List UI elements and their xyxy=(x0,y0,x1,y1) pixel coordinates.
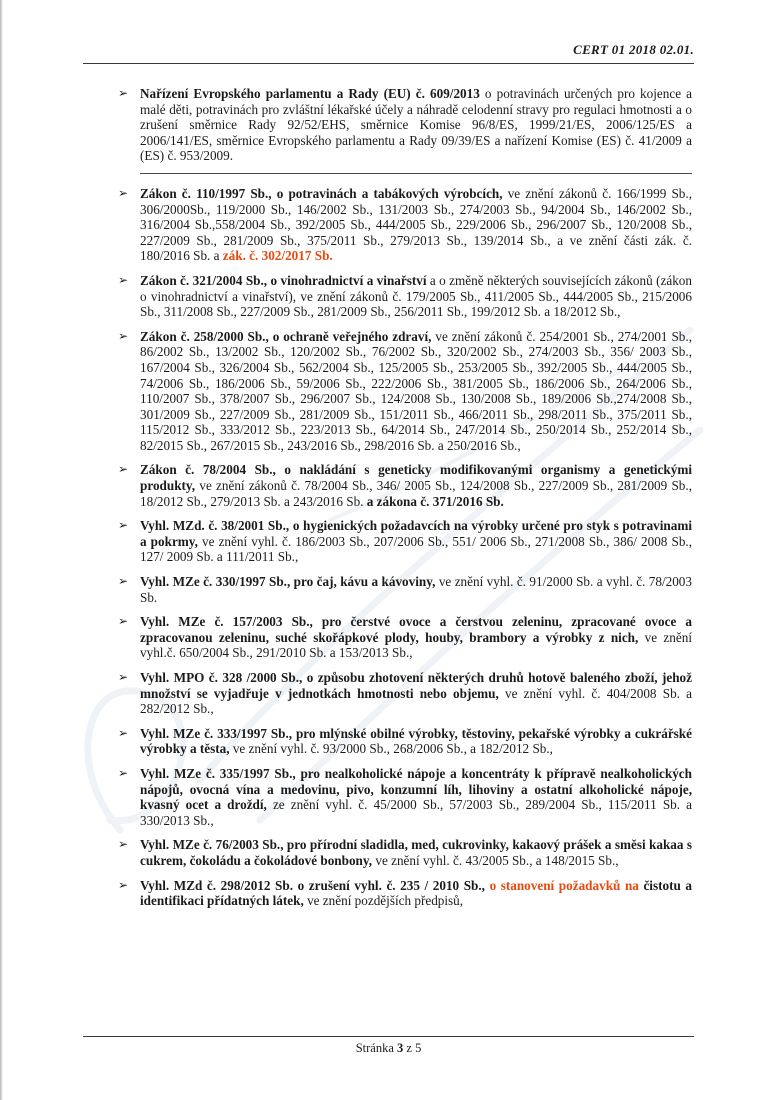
regulation-text xyxy=(140,837,692,868)
text-segment-normal: ve znění zákonů č. 78/2004 Sb., 346/ 2005 Sb., 124/2008 Sb., 227/2009 Sb., 281/2009 Sb., 18/2012 Sb., 279/2013 Sb. a 243/2016 Sb. xyxy=(140,478,692,509)
regulation-text xyxy=(140,86,692,164)
arrow-bullet-icon: ➢ xyxy=(118,272,129,287)
regulation-list xyxy=(118,86,692,918)
text-segment-bold: čistotu a identifikaci přídatných látek, xyxy=(140,877,692,909)
list-item xyxy=(118,670,692,717)
text-segment-bold: Vyhl. MZe č. 330/1997 Sb., pro čaj, kávu a kávoviny, xyxy=(140,574,436,590)
footer-page-prefix: Stránka xyxy=(355,1041,394,1055)
regulation-text xyxy=(140,518,692,565)
text-segment-bold: Zákon č. 321/2004 Sb., o vinohradnictví a vinařství xyxy=(140,272,427,288)
arrow-bullet-icon: ➢ xyxy=(118,328,129,343)
footer-page-separator: z xyxy=(406,1041,412,1055)
text-segment-normal: ve znění vyhl. č. 93/2000 Sb., 268/2006 Sb., a 182/2012 Sb., xyxy=(229,741,553,757)
regulation-text xyxy=(140,462,692,509)
arrow-bullet-icon: ➢ xyxy=(118,614,129,629)
arrow-bullet-icon: ➢ xyxy=(118,518,129,533)
text-segment-red-bold: zák. č. 302/2017 Sb. xyxy=(222,248,333,264)
list-item xyxy=(118,766,692,828)
text-segment-normal: ve znění pozdějších předpisů, xyxy=(303,893,464,909)
text-segment-normal: ve znění vyhl. č. 404/2008 Sb. a 282/2012 Sb., xyxy=(140,685,693,717)
arrow-bullet-icon: ➢ xyxy=(118,86,129,100)
text-segment-bold: Zákon č. 78/2004 Sb., o nakládání s geneticky modifikovanými organismy a genetickými produkty, xyxy=(140,462,692,494)
list-item xyxy=(118,614,692,661)
list-item xyxy=(118,878,692,909)
regulation-text xyxy=(140,186,692,264)
text-segment-bold: Vyhl. MPO č. 328 /2000 Sb., o způsobu zhotovení některých druhů hotově baleného zboží, jehož množství se vyjadřuje v jednotkách hmotnosti nebo objemu, xyxy=(140,670,692,701)
regulation-text xyxy=(140,273,692,320)
text-segment-normal: ve znění vyhl. č. 43/2005 Sb., a 148/2015 Sb., xyxy=(372,852,619,868)
regulation-text xyxy=(140,766,692,828)
section-divider xyxy=(140,173,692,174)
text-segment-normal: o potravinách určených pro kojence a malé děti, potravinách pro zvláštní lékařské účely a náhradě celodenní stravy pro regulaci hmotnosti a o zrušení směrnice Rady 92/52/EHS, směrnice Komise 96/8/ES, 1999/21/ES, 2006/125/ES a 2006/141/ES, směrnice Evropského parlamentu a Rady 09/39/ES a nařízení Komise (ES) č. 41/2009 a (ES) č. 953/2009. xyxy=(140,86,692,164)
text-segment-bold: Vyhl. MZd. č. 38/2001 Sb., o hygienických požadavcích na výrobky určené pro styk s potravinami a pokrmy, xyxy=(140,518,692,549)
footer xyxy=(83,1036,694,1056)
text-segment-red-bold: o stanovení požadavků na xyxy=(489,877,639,893)
list-item xyxy=(118,186,692,264)
text-segment-bold: Vyhl. MZe č. 157/2003 Sb., pro čerstvé ovoce a čerstvou zeleninu, zpracované ovoce a zpracovanou zeleninu, suché skořápkové plody, houby, brambory a výrobky z nich, xyxy=(140,614,692,645)
arrow-bullet-icon: ➢ xyxy=(118,670,129,684)
text-segment-bold: a zákona č. 371/2016 Sb. xyxy=(366,493,504,509)
arrow-bullet-icon: ➢ xyxy=(118,725,129,740)
text-segment-bold: Vyhl. MZe č. 335/1997 Sb., pro nealkoholické nápoje a koncentráty k přípravě nealkoholických nápojů, ovocná vína a medovinu, pivo, konzumní líh, lihoviny a ostatní alkoholické nápoje, kvasný ocet a droždí, xyxy=(140,765,692,813)
text-segment-normal: a o změně některých souvisejících zákonů (zákon o vinohradnictví a vinařství), ve znění zákonů č. 179/2005 Sb., 411/2005 Sb., 444/2005 Sb., 215/2006 Sb., 311/2008 Sb., 227/2009 Sb., 281/2009 Sb., 256/2011 Sb., 199/2012 Sb. a 18/2012 Sb., xyxy=(140,272,692,320)
text-segment-normal: ve znění vyhl. č. 186/2003 Sb., 207/2006 Sb., 551/ 2006 Sb., 271/2008 Sb., 386/ 2008 Sb., 127/ 2009 Sb. a 111/2011 Sb., xyxy=(140,533,693,565)
text-segment-bold: Vyhl. MZe č. 76/2003 Sb., pro přírodní sladidla, med, cukrovinky, kakaový prášek a směsi kakaa s cukrem, čokoládu a čokoládové bonbony, xyxy=(140,837,692,868)
footer-total-pages: 5 xyxy=(415,1041,422,1055)
text-segment-bold: Zákon č. 258/2000 Sb., o ochraně veřejného zdraví, xyxy=(140,328,432,344)
text-segment-bold: Vyhl. MZe č. 333/1997 Sb., pro mlýnské obilné výrobky, těstoviny, pekařské výrobky a cukrářské výrobky a těsta, xyxy=(140,725,692,757)
footer-page-number: 3 xyxy=(397,1041,404,1055)
text-segment-normal: ve znění zákonů č. 166/1999 Sb., 306/2000Sb., 119/2000 Sb., 146/2002 Sb., 131/2003 Sb., 274/2003 Sb., 94/2004 Sb., 146/2002 Sb., 316/2004 Sb.,558/2004 Sb., 392/2005 Sb., 444/2005 Sb., 229/2006 Sb., 296/2007 Sb., 120/2008 Sb., 227/2009 Sb., 281/2009 Sb., 375/2011 Sb., 279/2013 Sb., 139/2014 Sb., a ve znění části zák. č. 180/2016 Sb. a xyxy=(140,185,692,264)
arrow-bullet-icon: ➢ xyxy=(118,185,129,200)
list-item xyxy=(118,726,692,757)
arrow-bullet-icon: ➢ xyxy=(118,574,129,589)
regulation-text xyxy=(140,726,692,757)
list-item xyxy=(118,86,692,164)
regulation-text xyxy=(140,670,692,717)
text-segment-normal: ve znění zákonů č. 254/2001 Sb., 274/2001 Sb., 86/2002 Sb., 13/2002 Sb., 120/2002 Sb., 76/2002 Sb., 320/2002 Sb., 274/2003 Sb., 356/ 2003 Sb., 167/2004 Sb., 326/2004 Sb., 562/2004 Sb., 125/2005 Sb., 253/2005 Sb., 392/2005 Sb., 444/2005 Sb., 74/2006 Sb., 186/2006 Sb., 59/2006 Sb., 222/2006 Sb., 381/2005 Sb., 186/2006 Sb., 264/2006 Sb., 110/2007 Sb., 378/2007 Sb., 296/2007 Sb., 124/2008 Sb., 130/2008 Sb., 189/2006 Sb.,274/2008 Sb., 301/2009 Sb., 227/2009 Sb., 281/2009 Sb., 151/2011 Sb., 466/2011 Sb., 298/2011 Sb., 375/2011 Sb., 115/2012 Sb., 333/2012 Sb., 223/2013 Sb., 64/2014 Sb., 247/2014 Sb., 250/2014 Sb., 252/2014 Sb., 82/2015 Sb., 267/2015 Sb., 243/2016 Sb., 298/2016 Sb. a 250/2016 Sb., xyxy=(140,328,692,453)
text-segment-bold: Zákon č. 110/1997 Sb., o potravinách a tabákových výrobcích, xyxy=(140,185,503,201)
regulation-text xyxy=(140,574,692,605)
list-item xyxy=(118,574,692,605)
regulation-text xyxy=(140,329,692,454)
regulation-text xyxy=(140,878,692,909)
list-item xyxy=(118,462,692,509)
text-segment-normal: ve znění vyhl.č. 650/2004 Sb., 291/2010 Sb. a 153/2013 Sb., xyxy=(140,629,692,661)
list-item xyxy=(118,518,692,565)
arrow-bullet-icon: ➢ xyxy=(118,765,129,780)
list-item xyxy=(118,837,692,868)
arrow-bullet-icon: ➢ xyxy=(118,877,129,892)
text-segment-normal: ve znění vyhl. č. 91/2000 Sb. a vyhl. č. 78/2003 Sb. xyxy=(140,574,692,605)
text-segment-bold: Vyhl. MZd č. 298/2012 Sb. o zrušení vyhl. č. 235 / 2010 Sb., xyxy=(140,877,490,893)
text-segment-bold: Nařízení Evropského parlamentu a Rady (EU) č. 609/2013 xyxy=(140,86,480,101)
regulation-text xyxy=(140,614,692,661)
arrow-bullet-icon: ➢ xyxy=(118,837,129,852)
list-item xyxy=(118,329,692,454)
header-doc-code: CERT 01 2018 02.01. xyxy=(83,42,694,64)
text-segment-normal: ze znění vyhl. č. 45/2000 Sb., 57/2003 Sb., 289/2004 Sb., 115/2011 Sb. a 330/2013 Sb., xyxy=(140,797,692,828)
list-item xyxy=(118,273,692,320)
arrow-bullet-icon: ➢ xyxy=(118,462,129,477)
